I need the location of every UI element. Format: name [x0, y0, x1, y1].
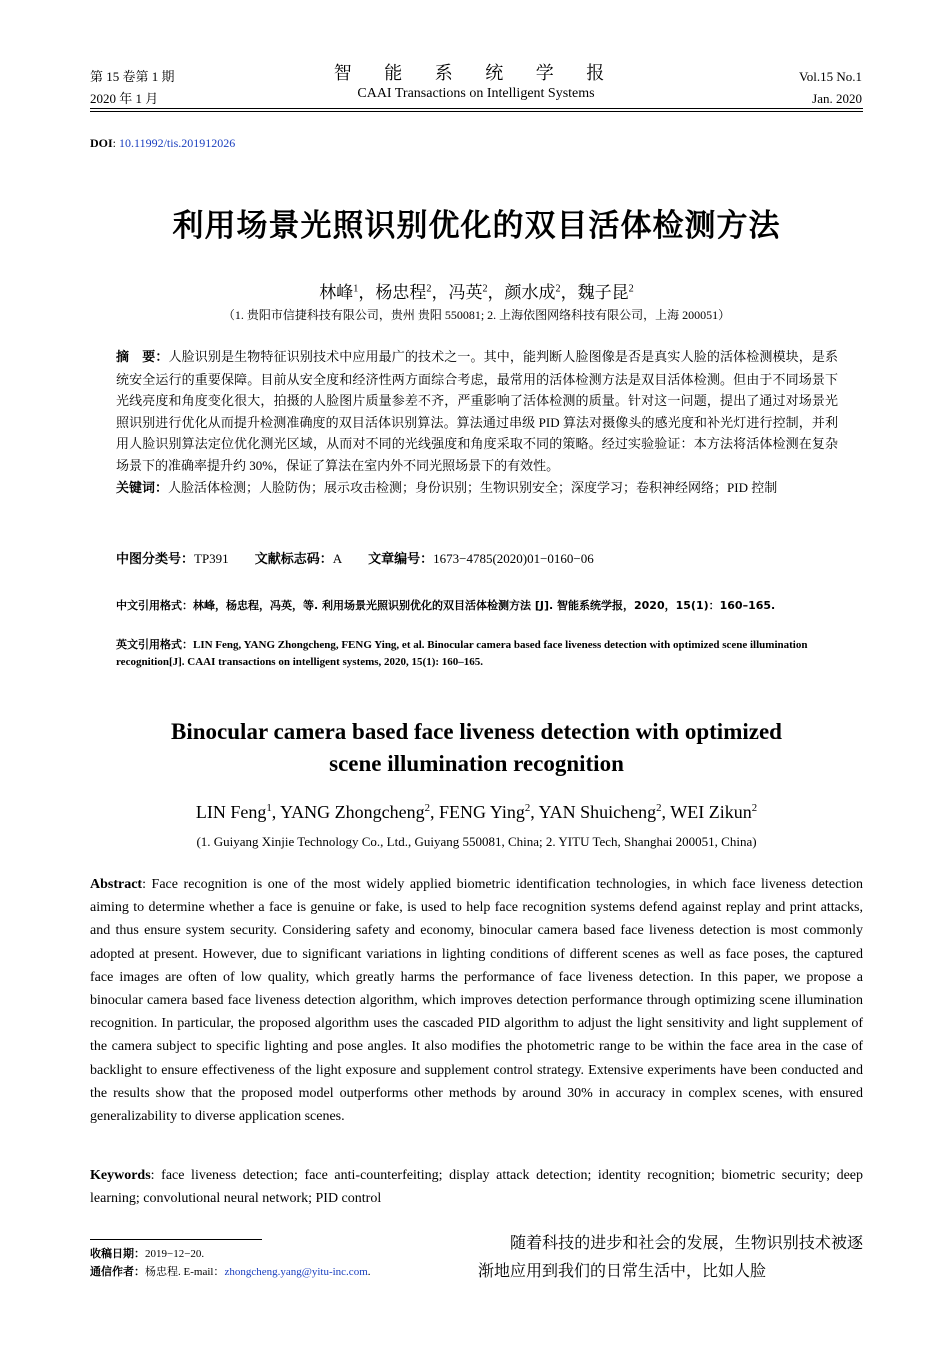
citation-cn-label: 中文引用格式： — [116, 599, 193, 612]
journal-name-en: CAAI Transactions on Intelligent Systems — [357, 86, 595, 101]
author-sup: 2 — [555, 283, 561, 295]
date-cn: 2020 年 1 月 — [90, 91, 159, 106]
email-end: . — [367, 1266, 371, 1278]
doi-label: DOI — [90, 136, 113, 150]
corresponding-author — [90, 1263, 371, 1281]
citation-cn — [116, 597, 838, 614]
author-cn: 杨忠程 — [375, 283, 427, 302]
title-en — [90, 716, 863, 780]
abstract-cn-label: 摘 要： — [116, 350, 169, 365]
received-label: 收稿日期： — [90, 1247, 145, 1260]
author-sep: ， — [560, 283, 578, 302]
header-rule-bottom — [90, 111, 863, 112]
author-en: FENG Ying — [439, 802, 525, 822]
keywords-cn-text: 人脸活体检测；人脸防伪；展示攻击检测；身份识别；生物识别安全；深度学习；卷积神经网络；PID 控制 — [168, 479, 778, 495]
author-sup: 2 — [628, 283, 634, 295]
author-sup: 1 — [353, 283, 359, 295]
authors-en — [90, 802, 863, 823]
author-cn: 颜水成 — [504, 283, 556, 302]
doc-code-label: 文献标志码： — [254, 552, 333, 567]
title-en-line2: scene illumination recognition — [329, 751, 624, 776]
clc-label: 中图分类号： — [116, 552, 195, 567]
author-sup: 2 — [424, 802, 431, 814]
citation-en-label: 英文引用格式： — [116, 638, 193, 651]
author-cn: 冯英 — [448, 283, 483, 302]
citation-en — [116, 636, 838, 671]
journal-name-cn: 智 能 系 统 学 报 — [333, 63, 619, 83]
author-sep: ， — [431, 283, 449, 302]
article-number-label: 文章编号： — [368, 552, 434, 567]
abstract-en — [90, 873, 863, 1128]
article-number-value: 1673−4785(2020)01−0160−06 — [433, 551, 594, 566]
doc-code-value: A — [332, 551, 343, 566]
abstract-en-label: Abstract — [90, 877, 143, 892]
header-rule-top — [90, 108, 863, 109]
email-link[interactable]: zhongcheng.yang@yitu-inc.com — [224, 1266, 368, 1278]
keywords-en-label: Keywords — [90, 1168, 151, 1183]
date-en: Jan. 2020 — [812, 91, 862, 106]
doi-sep: : — [112, 136, 120, 150]
author-sep: , — [271, 802, 281, 822]
doi-link[interactable]: 10.11992/tis.201912026 — [119, 136, 236, 150]
author-sep: , — [530, 802, 539, 822]
citation-cn-text: 林峰，杨忠程，冯英，等. 利用场景光照识别优化的双目活体检测方法 [J]. 智能系统学报，2020，15(1)：160–165. — [193, 599, 776, 612]
abstract-en-text: : Face recognition is one of the most widely applied biometric identification technologies, in which face liveness detection aiming to determine whether a face is genuine or fake, is used to help face recognition systems defend against replay and print attacks, and thus ensure system security. Considering safety and economy, binocular camera based face liveness detection is most commonly adopted at present. However, due to significant variations in lighting conditions of different scenes as well as face poses, the captured face images are often of low quality, which greatly harms the performance of face liveness detection. In this paper, we propose a binocular camera based face liveness detection algorithm, which improves detection performance through optimizing scene illumination recognition. In particular, the proposed algorithm uses the cascaded PID algorithm to adjust the light sensitivity and light supplement of the camera subject to specific lighting and pose angles. It also modifies the photometric range to be within the face area in the case of backlight to ensure effectiveness of the light exposure and supplement control strategy. Extensive experiments have been conducted and the results show that the proposed model outperforms other methods by around 30% in accuracy in complex scenes, with ensured generalizability to diverse application scenes. — [90, 877, 863, 1125]
title-cn: 利用场景光照识别优化的双目活体检测方法 — [172, 208, 781, 244]
keywords-en-text: : face liveness detection; face anti-counterfeiting; display attack detection; identity recognition; biometric security; deep learning; convolutional neural network; PID control — [90, 1168, 863, 1206]
received-value: 2019−12−20. — [145, 1248, 205, 1260]
header-center — [300, 62, 652, 104]
author-sup: 2 — [482, 283, 488, 295]
author-sep: , — [661, 802, 671, 822]
author-sup: 1 — [266, 802, 272, 814]
keywords-cn-label: 关键词： — [116, 480, 169, 496]
author-sup: 2 — [524, 802, 531, 814]
author-en: LIN Feng — [195, 802, 267, 822]
keywords-en — [90, 1164, 863, 1210]
author-en: WEI Zikun — [670, 802, 752, 822]
volume-en: Vol.15 No.1 — [799, 69, 862, 84]
abstract-cn-text: 人脸识别是生物特征识别技术中应用最广的技术之一。其中，能判断人脸图像是否是真实人脸的活体检测模块，是系统安全运行的重要保障。目前从安全度和经济性两方面综合考虑，最常用的活体检测方法是双目活体检测。但由于不同场景下光线亮度和角度变化很大，拍摄的人脸图片质量参差不齐，严重影响了活体检测的质量。针对这一问题，提出了通过对场景光照识别进行优化从而提升检测准确度的双目活体识别算法。算法通过串级 PID 算法对摄像头的感光度和补光灯进行控制，并利用人脸识别算法定位优化测光区域，从而对不同的光线强度和角度采取不同的策略。经过实验验证：本方法将活体检测在复杂场景下的准确率提升约 30%，保证了算法在室内外不同光照场景下的有效性。 — [116, 349, 838, 473]
author-cn: 林峰 — [319, 283, 354, 302]
received-date — [90, 1245, 371, 1263]
citation-en-text: LIN Feng, YANG Zhongcheng, FENG Ying, et al. Binocular camera based face liveness detection with optimized scene illumination recognition[J]. CAAI transactions on intelligent systems, 2020, 15(1): 160–165. — [116, 639, 808, 668]
clc-value: TP391 — [194, 551, 229, 566]
doi-line — [90, 136, 235, 151]
affiliation-cn: （1. 贵阳市信捷科技有限公司，贵州 贵阳 550081; 2. 上海依图网络科技有限公司，上海 200051） — [222, 308, 731, 322]
author-sep: , — [430, 802, 440, 822]
classification-row — [116, 548, 838, 567]
author-sep: ， — [358, 283, 376, 302]
footnote-rule — [90, 1239, 262, 1240]
author-en: YANG Zhongcheng — [280, 802, 425, 822]
body-text-cn — [478, 1230, 863, 1286]
volume-cn: 第 15 卷第 1 期 — [90, 69, 175, 84]
abstract-cn — [116, 346, 838, 499]
header-left — [90, 66, 175, 110]
affiliation-en: (1. Guiyang Xinjie Technology Co., Ltd., Guiyang 550081, China; 2. YITU Tech, Shanghai 200051, China) — [196, 834, 757, 849]
author-sup: 2 — [751, 802, 758, 814]
author-sep: ， — [487, 283, 505, 302]
footnote — [90, 1245, 371, 1281]
body-paragraph: 随着科技的进步和社会的发展，生物识别技术被逐渐地应用到我们的日常生活中，比如人脸 — [478, 1235, 863, 1280]
header-right — [799, 66, 862, 110]
author-cn: 魏子昆 — [577, 283, 629, 302]
corr-value: 杨忠程. E-mail： — [145, 1266, 225, 1278]
author-sup: 2 — [426, 283, 432, 295]
title-en-line1: Binocular camera based face liveness detection with optimized — [171, 719, 782, 744]
corr-label: 通信作者： — [90, 1265, 145, 1278]
author-en: YAN Shuicheng — [538, 802, 657, 822]
author-sup: 2 — [656, 802, 662, 814]
authors-cn — [90, 278, 863, 303]
